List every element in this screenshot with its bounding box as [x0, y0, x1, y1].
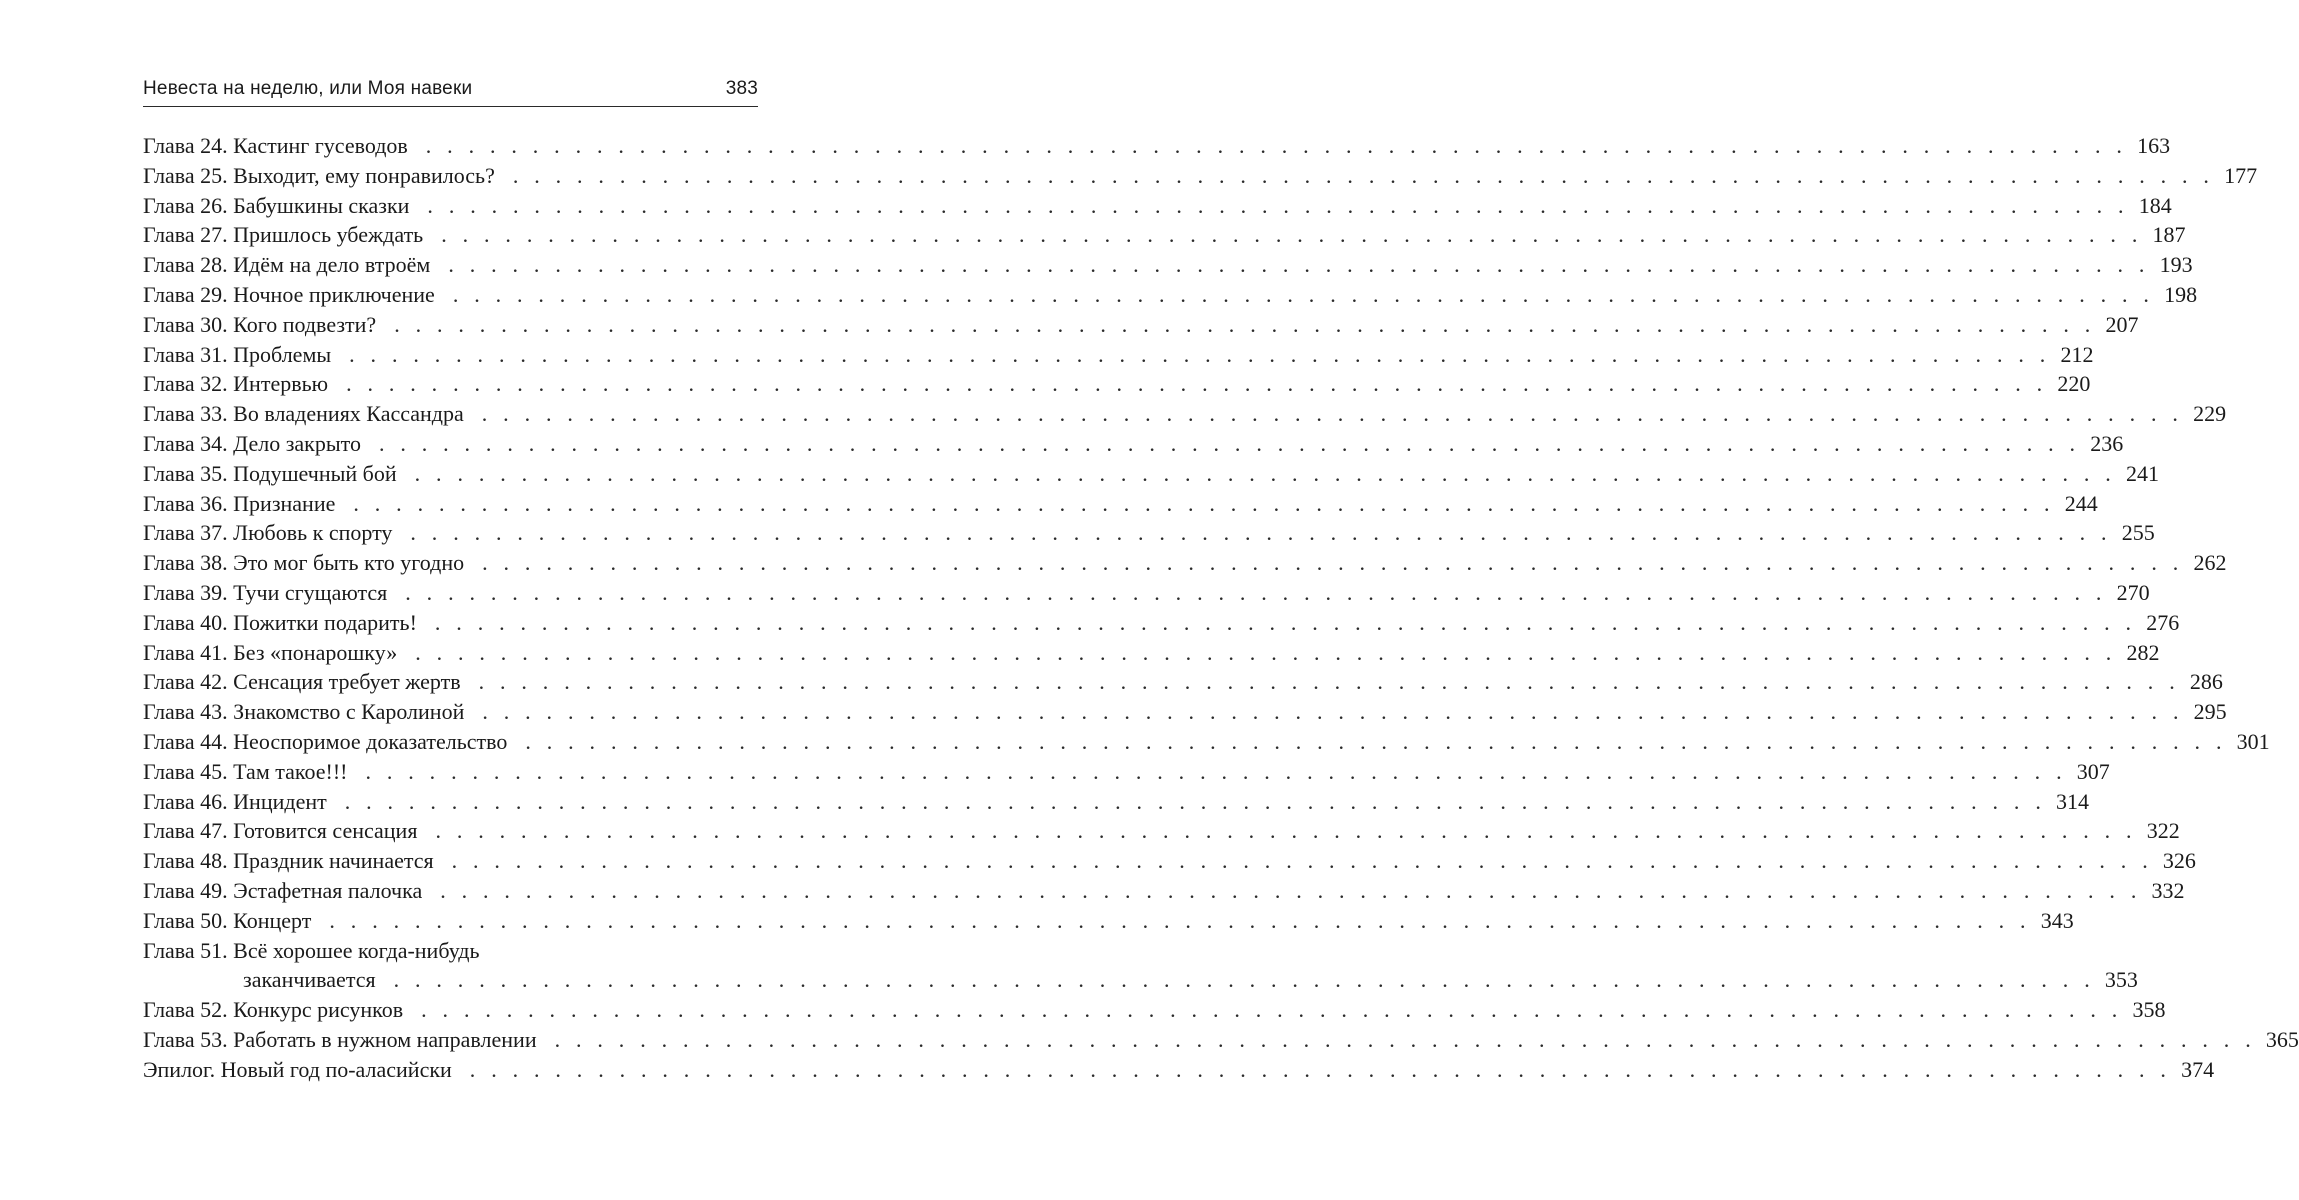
toc-entry-page: 353: [2104, 967, 2138, 993]
dot-leader: . . . . . . . . . . . . . . . . . . . . . . . . . . . . . . . . . . . . . . . . . . . . . . . . . . . . . . . . . . . . . . . . . . . . . . . . . . . . . . . .: [414, 460, 2116, 486]
toc-entry-label: Глава 34. Дело закрыто: [143, 430, 361, 456]
toc-entry: [143, 429, 2124, 459]
toc-entry: [143, 340, 2094, 370]
toc-entry: [143, 399, 2227, 429]
toc-entry-label: Глава 37. Любовь к спорту: [143, 520, 393, 546]
toc-entry-page: 326: [2162, 848, 2196, 874]
toc-entry: [143, 816, 2180, 846]
toc-entry: [143, 518, 2155, 548]
toc-entry-page: 241: [2125, 460, 2159, 486]
toc-entry-label: Глава 46. Инцидент: [143, 788, 327, 814]
toc-entry: [143, 131, 2171, 161]
toc-entry-page: 177: [2224, 162, 2258, 188]
toc-entry-label: Глава 38. Это мог быть кто угодно: [143, 550, 465, 576]
toc-entry-page: 307: [2076, 758, 2110, 784]
toc-entry-label: Глава 47. Готовится сенсация: [143, 818, 418, 844]
dot-leader: . . . . . . . . . . . . . . . . . . . . . . . . . . . . . . . . . . . . . . . . . . . . . . . . . . . . . . . . . . . . . . . . . . . . . . . . . . . . . . . .: [469, 1056, 2172, 1082]
dot-leader: . . . . . . . . . . . . . . . . . . . . . . . . . . . . . . . . . . . . . . . . . . . . . . . . . . . . . . . . . . . . . . . . . . . . . . . . . . . . . . . .: [346, 371, 2048, 397]
dot-leader: . . . . . . . . . . . . . . . . . . . . . . . . . . . . . . . . . . . . . . . . . . . . . . . . . . . . . . . . . . . . . . . . . . . . . . . . . . . . . . . .: [394, 311, 2096, 337]
toc-entry-label: Глава 45. Там такое!!!: [143, 758, 348, 784]
toc-entry-page: 343: [2040, 907, 2074, 933]
dot-leader: . . . . . . . . . . . . . . . . . . . . . . . . . . . . . . . . . . . . . . . . . . . . . . . . . . . . . . . . . . . . . . . . . . . . . . . . . . . . . . . .: [410, 520, 2112, 546]
toc-entry-page: 374: [2181, 1056, 2215, 1082]
toc-entry-label: Глава 24. Кастинг гусеводов: [143, 133, 408, 158]
toc-entry-page: 229: [2193, 401, 2227, 427]
dot-leader: . . . . . . . . . . . . . . . . . . . . . . . . . . . . . . . . . . . . . . . . . . . . . . . . . . . . . . . . . . . . . . . . . . . . . . . . . . . . . . . .: [365, 758, 2067, 784]
toc-entry-label: Глава 33. Во владениях Кассандра: [143, 401, 464, 427]
dot-leader: . . . . . . . . . . . . . . . . . . . . . . . . . . . . . . . . . . . . . . . . . . . . . . . . . . . . . . . . . . . . . . . . . . . . . . . . . . . . . . . .: [425, 133, 2128, 158]
dot-leader: . . . . . . . . . . . . . . . . . . . . . . . . . . . . . . . . . . . . . . . . . . . . . . . . . . . . . . . . . . . . . . . . . . . . . . . . . . . . . . . .: [448, 252, 2150, 278]
toc-entry-label: Глава 36. Признание: [143, 490, 336, 516]
toc-entry: [143, 1055, 2215, 1085]
toc-entry: [143, 161, 2258, 191]
toc-entry-page: 244: [2064, 490, 2098, 516]
toc-entry-label: Глава 30. Кого подвезти?: [143, 311, 377, 337]
toc-entry: [143, 846, 2196, 876]
toc-entry: [143, 906, 2074, 936]
toc-entry: [143, 191, 2172, 221]
dot-leader: . . . . . . . . . . . . . . . . . . . . . . . . . . . . . . . . . . . . . . . . . . . . . . . . . . . . . . . . . . . . . . . . . . . . . . . . . . . . . . . .: [478, 669, 2180, 695]
toc-entry-page: 332: [2151, 877, 2185, 903]
toc-entry: [143, 697, 2227, 727]
dot-leader: . . . . . . . . . . . . . . . . . . . . . . . . . . . . . . . . . . . . . . . . . . . . . . . . . . . . . . . . . . . . . . . . . . . . . . . . . . . . . . . .: [421, 997, 2123, 1023]
toc-entry-label: Глава 25. Выходит, ему понравилось?: [143, 162, 495, 188]
dot-leader: . . . . . . . . . . . . . . . . . . . . . . . . . . . . . . . . . . . . . . . . . . . . . . . . . . . . . . . . . . . . . . . . . . . . . . . . . . . . . . . .: [344, 788, 2047, 814]
dot-leader: . . . . . . . . . . . . . . . . . . . . . . . . . . . . . . . . . . . . . . . . . . . . . . . . . . . . . . . . . . . . . . . . . . . . . . . . . . . . . . . .: [482, 699, 2184, 725]
toc-entry-label: Глава 39. Тучи сгущаются: [143, 579, 388, 605]
dot-leader: . . . . . . . . . . . . . . . . . . . . . . . . . . . . . . . . . . . . . . . . . . . . . . . . . . . . . . . . . . . . . . . . . . . . . . . . . . . . . . . .: [451, 848, 2153, 874]
toc-entry-page: 220: [2057, 371, 2091, 397]
toc-entry: [143, 876, 2185, 906]
dot-leader: . . . . . . . . . . . . . . . . . . . . . . . . . . . . . . . . . . . . . . . . . . . . . . . . . . . . . . . . . . . . . . . . . . . . . . . . . . . . . . . .: [434, 609, 2137, 635]
toc-entry-page: 295: [2193, 699, 2227, 725]
toc-entry: [143, 548, 2227, 578]
dot-leader: . . . . . . . . . . . . . . . . . . . . . . . . . . . . . . . . . . . . . . . . . . . . . . . . . . . . . . . . . . . . . . . . . . . . . . . . . . . . . . . .: [512, 162, 2215, 188]
dot-leader: . . . . . . . . . . . . . . . . . . . . . . . . . . . . . . . . . . . . . . . . . . . . . . . . . . . . . . . . . . . . . . . . . . . . . . . . . . . . . . . .: [481, 401, 2184, 427]
book-title: Невеста на неделю, или Моя навеки: [143, 78, 473, 99]
toc-entry: [143, 667, 2223, 697]
toc-entry-label: Глава 50. Концерт: [143, 907, 312, 933]
toc-entry-label: Глава 51. Всё хорошее когда-нибудь: [143, 937, 480, 963]
toc-entry-label: Глава 26. Бабушкины сказки: [143, 192, 410, 218]
toc-entry-label: Глава 48. Праздник начинается: [143, 848, 434, 874]
toc-entry-page: 301: [2236, 728, 2270, 754]
toc-entry-page: 212: [2060, 341, 2094, 367]
toc-entry-label: Глава 32. Интервью: [143, 371, 329, 397]
dot-leader: . . . . . . . . . . . . . . . . . . . . . . . . . . . . . . . . . . . . . . . . . . . . . . . . . . . . . . . . . . . . . . . . . . . . . . . . . . . . . . . .: [440, 877, 2142, 903]
toc-entry: [143, 578, 2150, 608]
toc-entry-label: Глава 41. Без «понарошку»: [143, 639, 398, 665]
dot-leader: . . . . . . . . . . . . . . . . . . . . . . . . . . . . . . . . . . . . . . . . . . . . . . . . . . . . . . . . . . . . . . . . . . . . . . . . . . . . . . . .: [378, 430, 2081, 456]
toc-entry-page: 276: [2146, 609, 2180, 635]
toc-entry-label: Глава 49. Эстафетная палочка: [143, 877, 423, 903]
toc-entry: [143, 1025, 2299, 1055]
toc-entry-page: 198: [2164, 281, 2198, 307]
toc-entry: [143, 787, 2090, 817]
toc-entry-page: 270: [2116, 579, 2150, 605]
table-of-contents: [143, 131, 2299, 1085]
dot-leader: . . . . . . . . . . . . . . . . . . . . . . . . . . . . . . . . . . . . . . . . . . . . . . . . . . . . . . . . . . . . . . . . . . . . . . . . . . . . . . . .: [393, 967, 2095, 993]
toc-entry-label: Глава 42. Сенсация требует жертв: [143, 669, 461, 695]
toc-entry-label: Глава 31. Проблемы: [143, 341, 332, 367]
toc-entry: [143, 727, 2270, 757]
dot-leader: . . . . . . . . . . . . . . . . . . . . . . . . . . . . . . . . . . . . . . . . . . . . . . . . . . . . . . . . . . . . . . . . . . . . . . . . . . . . . . . .: [441, 222, 2143, 248]
toc-entry-page: 322: [2146, 818, 2180, 844]
toc-entry: [143, 280, 2198, 310]
toc-entry: [143, 489, 2098, 519]
toc-entry-page: 365: [2265, 1026, 2299, 1052]
toc-entry: [143, 638, 2160, 668]
toc-entry-label: Глава 28. Идём на дело втроём: [143, 252, 431, 278]
toc-entry-label: Эпилог. Новый год по-аласийски: [143, 1056, 452, 1082]
toc-entry-label: Глава 52. Конкурс рисунков: [143, 997, 404, 1023]
toc-entry-page: 314: [2056, 788, 2090, 814]
dot-leader: . . . . . . . . . . . . . . . . . . . . . . . . . . . . . . . . . . . . . . . . . . . . . . . . . . . . . . . . . . . . . . . . . . . . . . . . . . . . . . . .: [482, 550, 2184, 576]
toc-entry: [143, 369, 2091, 399]
dot-leader: . . . . . . . . . . . . . . . . . . . . . . . . . . . . . . . . . . . . . . . . . . . . . . . . . . . . . . . . . . . . . . . . . . . . . . . . . . . . . . . .: [427, 192, 2129, 218]
toc-entry-label: Глава 35. Подушечный бой: [143, 460, 397, 486]
toc-entry-page: 262: [2193, 550, 2227, 576]
dot-leader: . . . . . . . . . . . . . . . . . . . . . . . . . . . . . . . . . . . . . . . . . . . . . . . . . . . . . . . . . . . . . . . . . . . . . . . . . . . . . . . .: [349, 341, 2051, 367]
running-header: [143, 72, 758, 107]
dot-leader: . . . . . . . . . . . . . . . . . . . . . . . . . . . . . . . . . . . . . . . . . . . . . . . . . . . . . . . . . . . . . . . . . . . . . . . . . . . . . . . .: [435, 818, 2137, 844]
toc-entry-page: 187: [2152, 222, 2186, 248]
toc-entry-label: Глава 44. Неоспоримое доказательство: [143, 728, 508, 754]
toc-entry: [143, 250, 2193, 280]
dot-leader: . . . . . . . . . . . . . . . . . . . . . . . . . . . . . . . . . . . . . . . . . . . . . . . . . . . . . . . . . . . . . . . . . . . . . . . . . . . . . . . .: [554, 1026, 2256, 1052]
toc-entry-page: 163: [2137, 133, 2171, 158]
toc-entry-page: 184: [2138, 192, 2172, 218]
toc-entry-page: 193: [2159, 252, 2193, 278]
toc-entry-page: 286: [2189, 669, 2223, 695]
toc-entry: [143, 936, 758, 966]
dot-leader: . . . . . . . . . . . . . . . . . . . . . . . . . . . . . . . . . . . . . . . . . . . . . . . . . . . . . . . . . . . . . . . . . . . . . . . . . . . . . . . .: [405, 579, 2107, 605]
toc-entry-label: Глава 40. Пожитки подарить!: [143, 609, 417, 635]
toc-entry: [143, 310, 2139, 340]
toc-entry-page: 282: [2126, 639, 2160, 665]
page-number: 383: [725, 78, 758, 99]
toc-entry: [143, 459, 2159, 489]
dot-leader: . . . . . . . . . . . . . . . . . . . . . . . . . . . . . . . . . . . . . . . . . . . . . . . . . . . . . . . . . . . . . . . . . . . . . . . . . . . . . . . .: [525, 728, 2227, 754]
toc-entry-page: 236: [2090, 430, 2124, 456]
toc-entry-page: 358: [2132, 997, 2166, 1023]
dot-leader: . . . . . . . . . . . . . . . . . . . . . . . . . . . . . . . . . . . . . . . . . . . . . . . . . . . . . . . . . . . . . . . . . . . . . . . . . . . . . . . .: [452, 281, 2155, 307]
toc-entry: [143, 220, 2186, 250]
toc-entry-label: Глава 27. Пришлось убеждать: [143, 222, 424, 248]
dot-leader: . . . . . . . . . . . . . . . . . . . . . . . . . . . . . . . . . . . . . . . . . . . . . . . . . . . . . . . . . . . . . . . . . . . . . . . . . . . . . . . .: [415, 639, 2117, 665]
toc-entry-label: Глава 29. Ночное приключение: [143, 281, 435, 307]
toc-entry: [143, 995, 2166, 1025]
toc-entry-page: 255: [2121, 520, 2155, 546]
toc-entry-label: Глава 53. Работать в нужном направлении: [143, 1026, 537, 1052]
toc-entry-continuation: [143, 965, 2138, 995]
toc-entry: [143, 757, 2110, 787]
toc-entry-label-continued: заканчивается: [243, 967, 376, 993]
dot-leader: . . . . . . . . . . . . . . . . . . . . . . . . . . . . . . . . . . . . . . . . . . . . . . . . . . . . . . . . . . . . . . . . . . . . . . . . . . . . . . . .: [329, 907, 2031, 933]
toc-entry-label: Глава 43. Знакомство с Каролиной: [143, 699, 465, 725]
toc-entry: [143, 608, 2180, 638]
dot-leader: . . . . . . . . . . . . . . . . . . . . . . . . . . . . . . . . . . . . . . . . . . . . . . . . . . . . . . . . . . . . . . . . . . . . . . . . . . . . . . . .: [353, 490, 2055, 516]
toc-entry-page: 207: [2105, 311, 2139, 337]
